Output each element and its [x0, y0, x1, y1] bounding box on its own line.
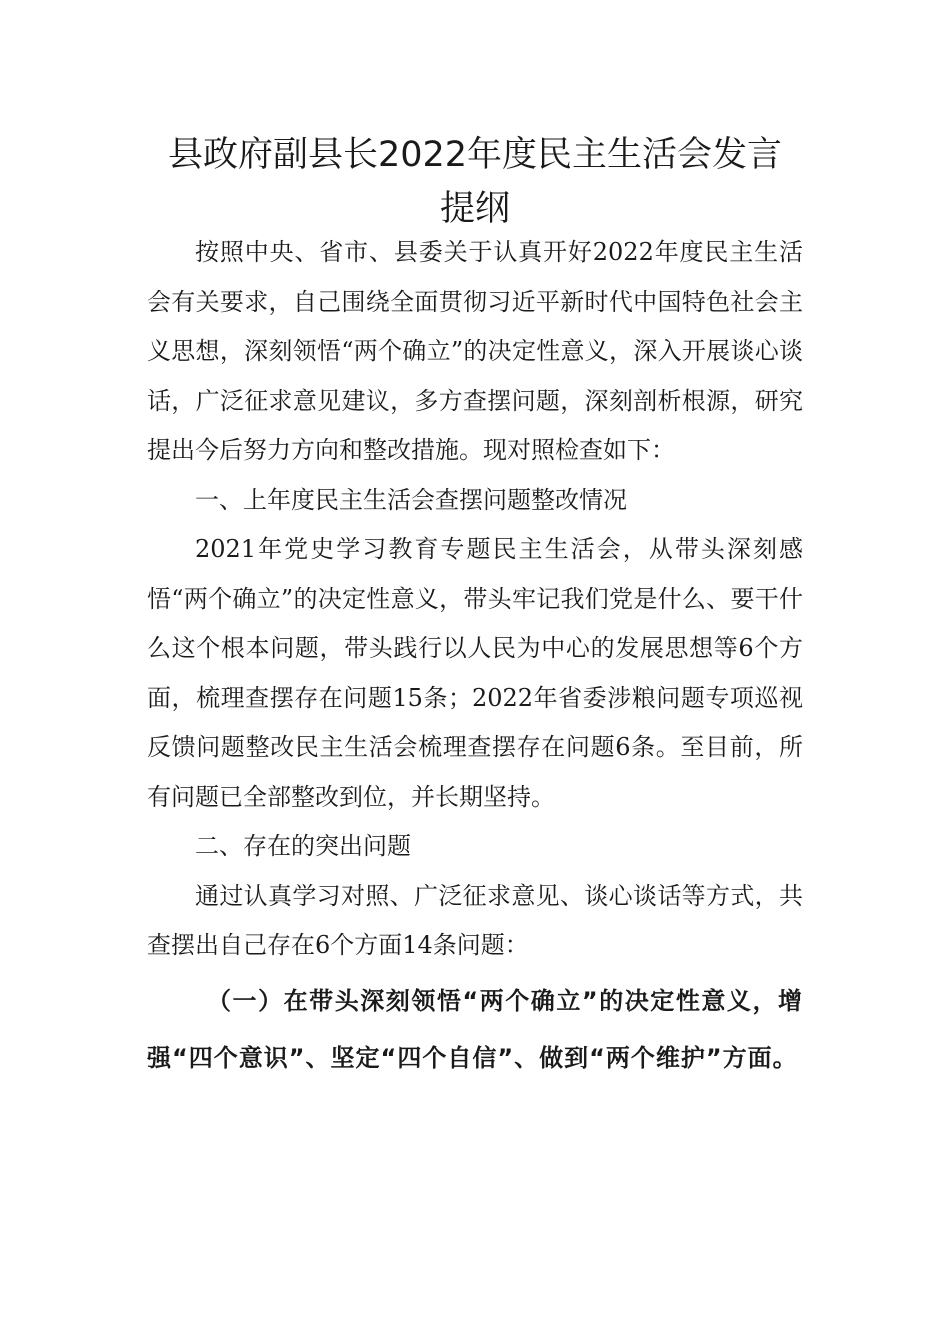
section-2-heading: 二、存在的突出问题	[195, 832, 411, 860]
document-title	[120, 128, 830, 236]
section-1-paragraph: 2021年党史学习教育专题民主生活会，从带头深刻感悟“两个确立”的决定性意义，带头牢记我们党是什么、要干什么这个根本问题，带头践行以人民为中心的发展思想等6个方面，梳理查摆存在问题15条；2022年省委涉粮问题专项巡视反馈问题整改民主生活会梳理查摆存在问题6条。至目前，所有问题已全部整改到位，并长期坚持。	[147, 535, 803, 811]
title-line-1: 县政府副县长2022年度民主生活会发言	[167, 135, 783, 175]
intro-paragraph: 按照中央、省市、县委关于认真开好2022年度民主生活会有关要求，自己围绕全面贯彻习近平新时代中国特色社会主义思想，深刻领悟“两个确立”的决定性意义，深入开展谈心谈话，广泛征求意见建议，多方查摆问题，深刻剖析根源，研究提出今后努力方向和整改措施。现对照检查如下：	[147, 238, 803, 464]
subsection-1-heading: （一）在带头深刻领悟“两个确立”的决定性意义，增强“四个意识”、坚定“四个自信”、做到“两个维护”方面。	[147, 986, 803, 1072]
section-1-heading: 一、上年度民主生活会查摆问题整改情况	[195, 485, 627, 514]
section-2-paragraph: 通过认真学习对照、广泛征求意见、谈心谈话等方式，共查摆出自己存在6个方面14条问题：	[147, 881, 803, 959]
document-body	[147, 228, 803, 1087]
title-line-2: 提纲	[439, 189, 510, 229]
